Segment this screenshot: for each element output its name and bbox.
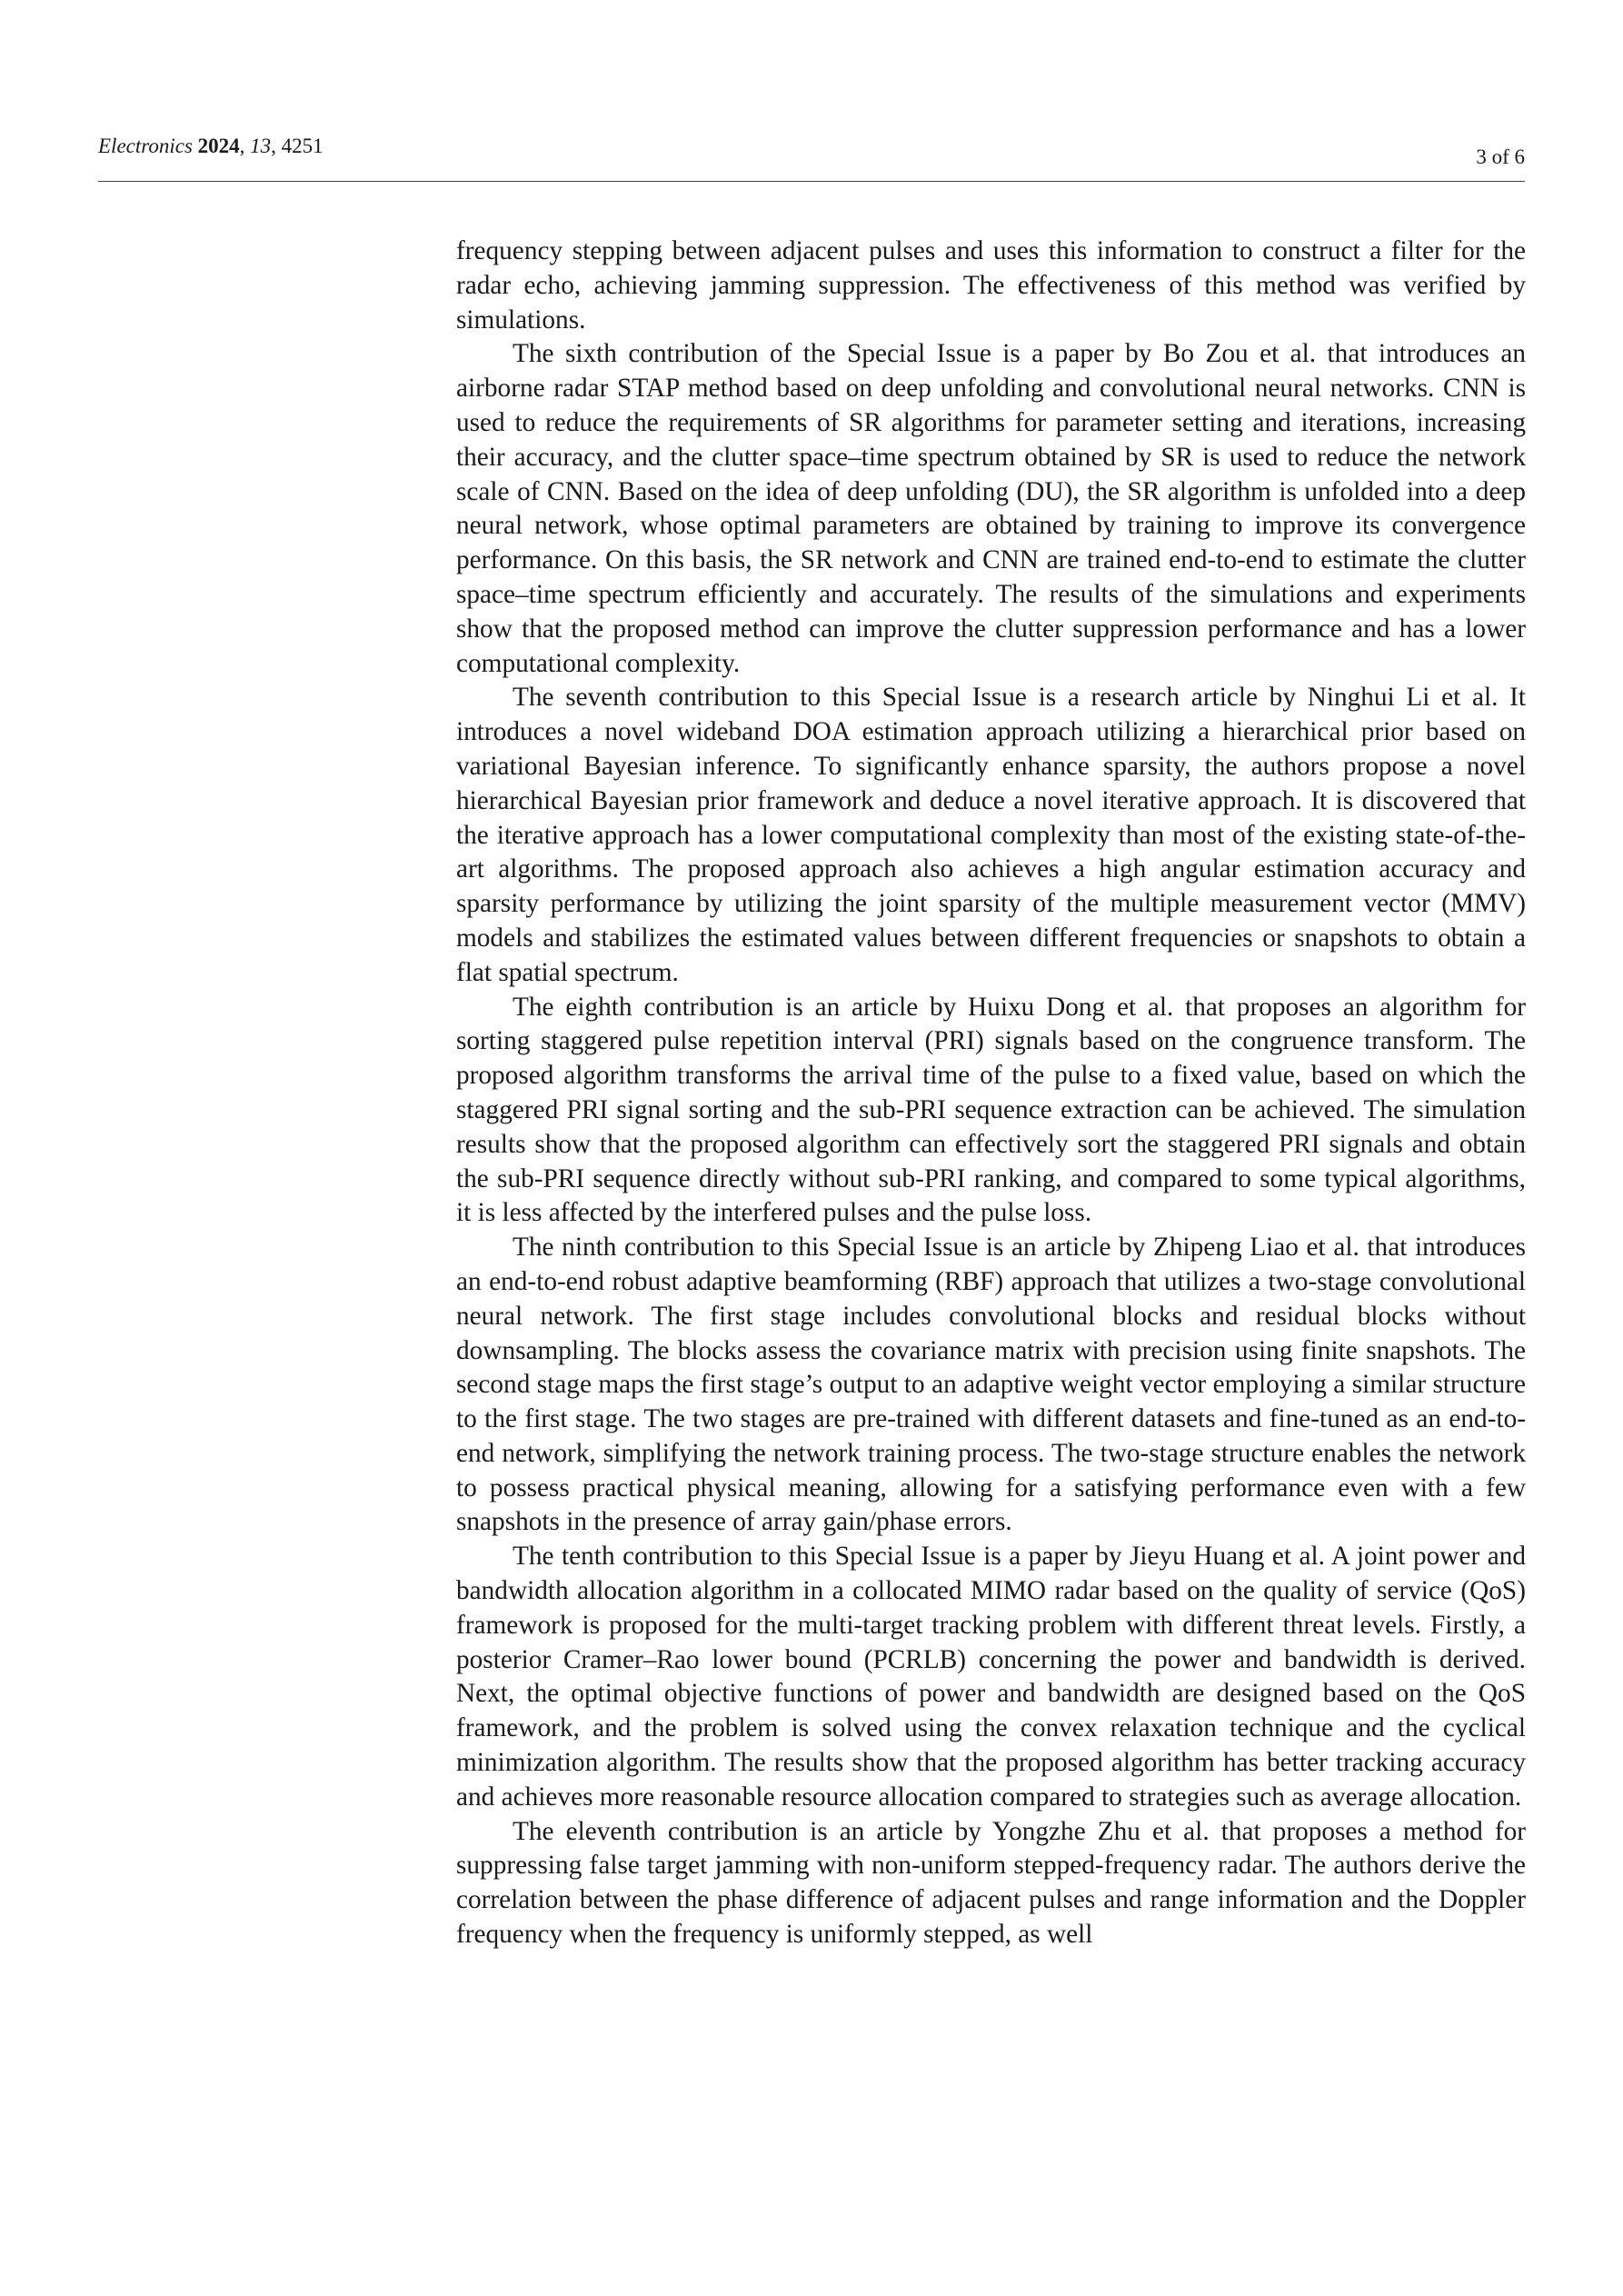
paragraph-eighth-contribution: The eighth contribution is an article by Huixu Dong et al. that proposes an algorithm for sorting staggered pulse repetition interval (PRI) signals based on the congruence transform. The proposed algorithm transforms the arrival time of the pulse to a fixed value, based on which the staggered PRI signal sorting and the sub-PRI sequence extraction can be achieved. The simulation results show that the proposed algorithm can effectively sort the staggered PRI signals and obtain the sub-PRI sequence directly without sub-PRI ranking, and compared to some typical algorithms, it is less affected by the interfered pulses and the pulse loss. xyxy=(456,992,1526,1228)
page-number: 3 of 6 xyxy=(1476,145,1525,168)
paragraph-continued: frequency stepping between adjacent pulses and uses this information to construct a filter for the radar echo, achieving jamming suppression. The effectiveness of this method was verified by simulations. xyxy=(456,236,1526,334)
paragraph-sixth-contribution: The sixth contribution of the Special Issue is a paper by Bo Zou et al. that introduces an airborne radar STAP method based on deep unfolding and convolutional neural networks. CNN is used to reduce the requirements of SR algorithms for parameter setting and iterations, increasing their accuracy, and the clutter space–time spectrum obtained by SR is used to reduce the network scale of CNN. Based on the idea of deep unfolding (DU), the SR algorithm is unfolded into a deep neural network, whose optimal parameters are obtained by training to improve its convergence performance. On this basis, the SR network and CNN are trained end-to-end to estimate the clutter space–time spectrum efficiently and accurately. The results of the simulations and experiments show that the proposed method can improve the clutter suppression performance and has a lower computational complexity. xyxy=(456,339,1526,678)
paragraph-tenth-contribution: The tenth contribution to this Special Issue is a paper by Jieyu Huang et al. A joint power and bandwidth allocation algorithm in a collocated MIMO radar based on the quality of service (QoS) framework is proposed for the multi-target tracking problem with different threat levels. Firstly, a posterior Cramer–Rao lower bound (PCRLB) concerning the power and bandwidth is derived. Next, the optimal objective functions of power and bandwidth are designed based on the QoS framework, and the problem is solved using the convex relaxation technique and the cyclical minimization algorithm. The results show that the proposed algorithm has better tracking accuracy and achieves more reasonable resource allocation compared to strategies such as average allocation. xyxy=(456,1542,1526,1812)
journal-volume: 13 xyxy=(250,135,272,157)
paragraph-seventh-contribution: The seventh contribution to this Special Issue is a research article by Ninghui Li et al. It introduces a novel wideband DOA estimation approach utilizing a hierarchical prior based on variational Bayesian inference. To significantly enhance sparsity, the authors propose a novel hierarchical Bayesian prior framework and deduce a novel iterative approach. It is discovered that the iterative approach has a lower computational complexity than most of the existing state-of-the-art algorithms. The proposed approach also achieves a high angular estimation accuracy and sparsity performance by utilizing the joint sparsity of the multiple measurement vector (MMV) models and stabilizes the estimated values between different frequencies or snapshots to obtain a flat spatial spectrum. xyxy=(456,683,1526,987)
journal-year: 2024 xyxy=(197,135,240,157)
header-divider xyxy=(98,181,1525,182)
article-number: 4251 xyxy=(281,135,324,157)
journal-citation: Electronics 2024, 13, 4251 xyxy=(98,135,324,157)
paragraph-eleventh-contribution: The eleventh contribution is an article by Yongzhe Zhu et al. that proposes a method for suppressing false target jamming with non-uniform stepped-frequency radar. The authors derive the correlation between the phase difference of adjacent pulses and range information and the Doppler frequency when the frequency is uniformly stepped, as well xyxy=(456,1816,1526,1950)
journal-name: Electronics xyxy=(98,135,193,157)
paragraph-ninth-contribution: The ninth contribution to this Special Issue is an article by Zhipeng Liao et al. that introduces an end-to-end robust adaptive beamforming (RBF) approach that utilizes a two-stage convolutional neural network. The first stage includes convolutional blocks and residual blocks without downsampling. The blocks assess the covariance matrix with precision using finite snapshots. The second stage maps the first stage’s output to an adaptive weight vector employing a similar structure to the first stage. The two stages are pre-trained with different datasets and fine-tuned as an end-to-end network, simplifying the network training process. The two-stage structure enables the network to possess practical physical meaning, allowing for a satisfying performance even with a few snapshots in the presence of array gain/phase errors. xyxy=(456,1233,1526,1537)
running-header xyxy=(98,133,1525,178)
body-text xyxy=(456,235,1526,1952)
